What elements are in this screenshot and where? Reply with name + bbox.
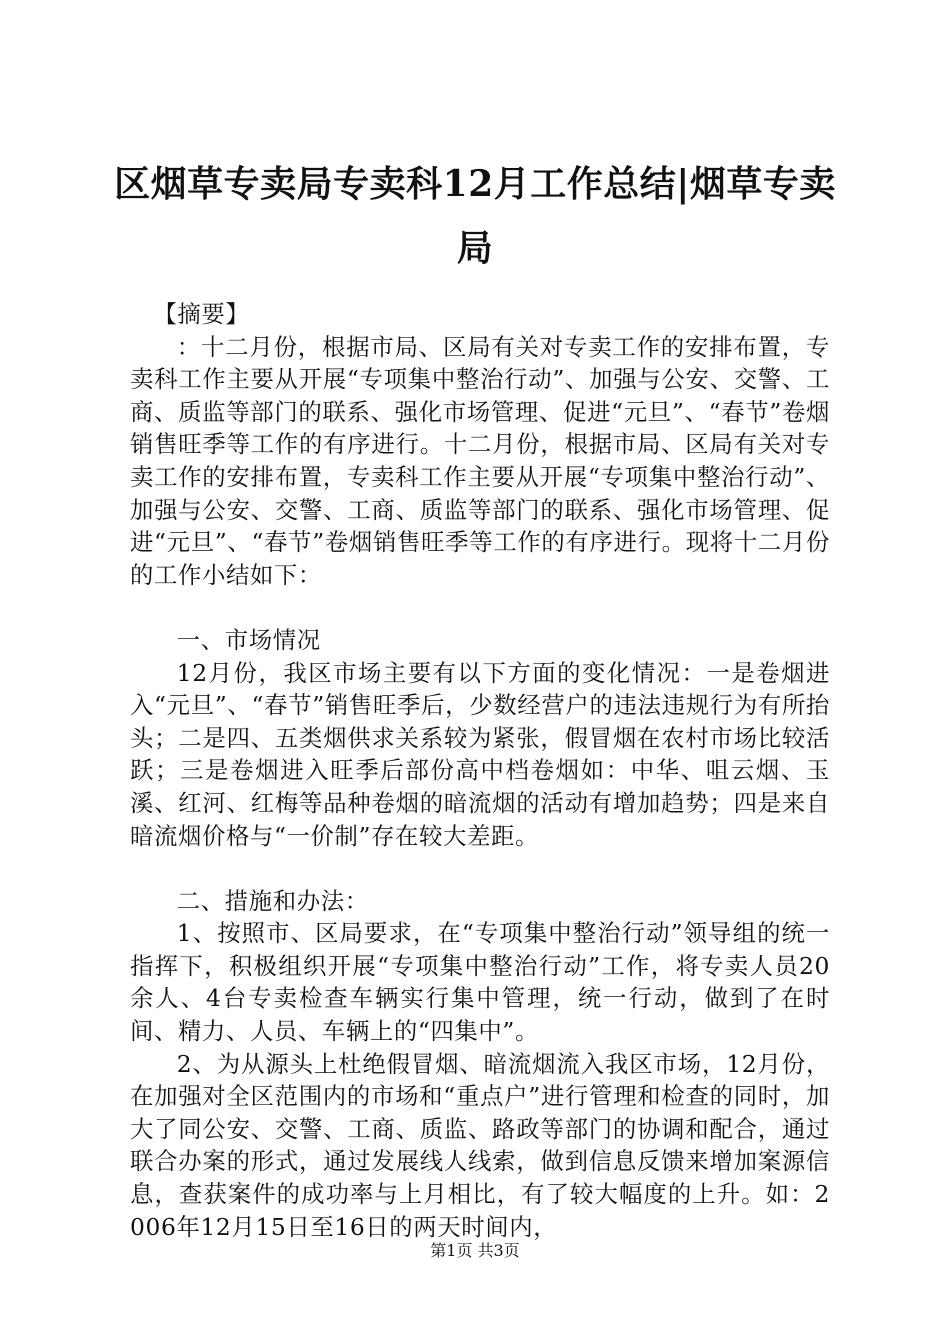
page-footer: 第1页 共3页 xyxy=(430,1241,520,1260)
paragraph-spacer xyxy=(130,591,830,624)
abstract-paragraph: ：十二月份，根据市局、区局有关对专卖工作的安排布置，专卖科工作主要从开展“专项集中整治行动”、加强与公安、交警、工商、质监等部门的联系、强化市场管理、促进“元旦”、“春节”卷烟销售旺季等工作的有序进行。十二月份，根据市局、区局有关对专卖工作的安排布置，专卖科工作主要从开展“专项集中整治行动”、加强与公安、交警、工商、质监等部门的联系、强化市场管理、促进“元旦”、“春节”卷烟销售旺季等工作的有序进行。现将十二月份的工作小结如下： xyxy=(130,332,830,589)
section-heading-market: 一、市场情况 xyxy=(176,625,321,654)
measures-item-1: 1、按照市、区局要求，在“专项集中整治行动”领导组的统一指挥下，积极组织开展“专项集中整治行动”工作，将专卖人员20余人、4台专卖检查车辆实行集中管理，统一行动，做到了在时间、精力、人员、车辆上的“四集中”。 xyxy=(130,919,830,1046)
paragraph-spacer xyxy=(130,852,830,885)
document-title: 区烟草专卖局专卖科12月工作总结|烟草专卖局 xyxy=(114,163,836,269)
measures-item-2: 2、为从源头上杜绝假冒烟、暗流烟流入我区市场，12月份，在加强对全区范围内的市场和“重点户”进行管理和检查的同时，加大了同公安、交警、工商、质监、路政等部门的协调和配合，通过联合办案的形式，通过发展线人线索，做到信息反馈来增加案源信息，查获案件的成功率与上月相比，有了较大幅度的上升。如：2006年12月15日至16日的两天时间内， xyxy=(130,1049,830,1241)
section-heading-measures: 二、措施和办法： xyxy=(176,886,369,915)
market-paragraph: 12月份，我区市场主要有以下方面的变化情况：一是卷烟进入“元旦”、“春节”销售旺季后，少数经营户的违法违规行为有所抬头；二是四、五类烟供求关系较为紧张，假冒烟在农村市场比较活跃；三是卷烟进入旺季后部份高中档卷烟如：中华、咀云烟、玉溪、红河、红梅等品种卷烟的暗流烟的活动有增加趋势；四是来自暗流烟价格与“一价制”存在较大差距。 xyxy=(130,658,830,850)
document-body xyxy=(130,298,830,1243)
abstract-heading: 【摘要】 xyxy=(153,300,250,328)
